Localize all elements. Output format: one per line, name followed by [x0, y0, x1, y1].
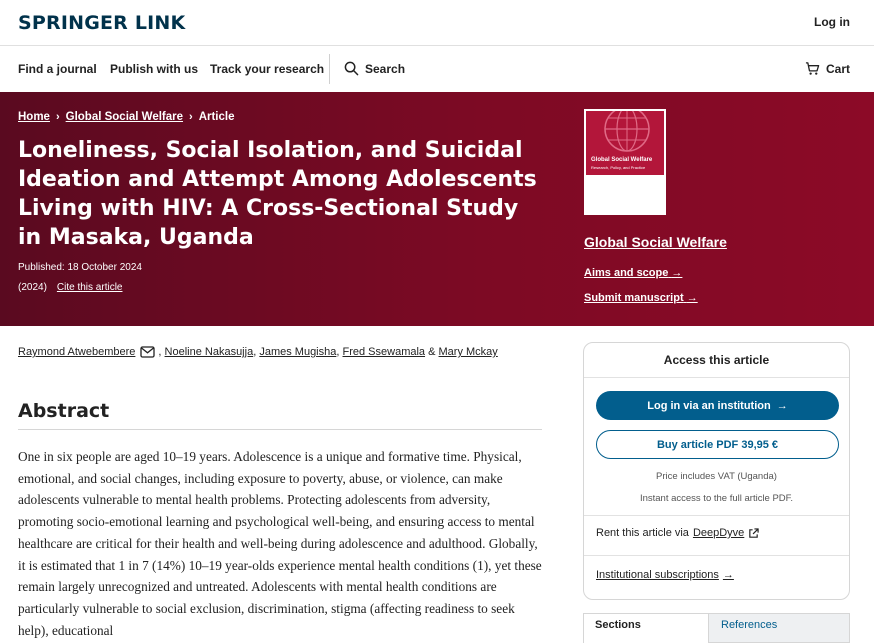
breadcrumb-journal[interactable]: Global Social Welfare [65, 111, 184, 123]
submit-label: Submit manuscript [584, 292, 684, 304]
nav-track-research[interactable]: Track your research [210, 62, 325, 76]
author-and: & [428, 346, 436, 358]
cover-band [586, 175, 664, 215]
aims-scope-link[interactable] [584, 267, 682, 279]
published-date: Published: 18 October 2024 [18, 262, 142, 273]
author-link[interactable]: Mary Mckay [438, 346, 498, 358]
aims-label: Aims and scope [584, 267, 669, 279]
buy-article-button[interactable]: Buy article PDF 39,95 € [596, 430, 839, 459]
article-title: Loneliness, Social Isolation, and Suicidal Ideation and Attempt Among Adolescents Living with HIV: A Cross-Sectional Study in Masaka, Uganda [18, 138, 537, 250]
author-separator: , [336, 346, 343, 358]
abstract-heading: Abstract [18, 400, 110, 422]
tab-references[interactable]: References [709, 613, 850, 643]
cover-subtitle: Research, Policy, and Practice [591, 165, 646, 170]
breadcrumb-current: Article [198, 111, 235, 123]
tab-sections[interactable]: Sections [583, 613, 709, 643]
journal-name-link[interactable]: Global Social Welfare [584, 234, 727, 250]
divider [584, 515, 849, 516]
top-bar [0, 0, 874, 46]
login-institution-button[interactable] [596, 391, 839, 420]
cart-button[interactable] [805, 61, 850, 76]
nav-divider [329, 54, 330, 84]
author-link[interactable]: Raymond Atwebembere [18, 346, 136, 358]
breadcrumb-home[interactable]: Home [18, 111, 50, 123]
chevron-right-icon: › [189, 111, 193, 123]
nav-publish[interactable]: Publish with us [110, 62, 199, 76]
divider [584, 377, 849, 378]
login-institution-label: Log in via an institution [647, 399, 771, 412]
arrow-right-icon: → [671, 267, 683, 279]
deepdyve-link[interactable]: DeepDyve [692, 527, 745, 539]
instant-access-note: Instant access to the full article PDF. [639, 493, 794, 504]
rent-row [596, 527, 759, 539]
access-title: Access this article [663, 353, 770, 367]
external-link-icon [748, 528, 759, 539]
author-list [18, 346, 498, 358]
journal-cover[interactable] [584, 109, 666, 215]
chevron-right-icon: › [55, 111, 60, 123]
search-button[interactable] [344, 61, 405, 76]
submit-manuscript-link[interactable] [584, 292, 698, 304]
vat-note: Price includes VAT (Uganda) [656, 471, 777, 482]
inst-subs-label: Institutional subscriptions [596, 569, 719, 581]
login-link[interactable]: Log in [814, 15, 850, 29]
arrow-right-icon: → [686, 292, 698, 304]
abstract-divider [18, 429, 542, 430]
author-link[interactable]: Fred Ssewamala [342, 346, 426, 358]
divider [584, 555, 849, 556]
abstract-text: One in six people are aged 10–19 years. Adolescence is a unique and formative time. Physical, emotional, and social changes, including exposure to poverty, abuse, or violence, can make adolescents vulnerable to mental health problems. Protecting adolescents from adversity, promoting socio-emotional learning and psychological well-being, and ensuring access to mental healthcare are critical for their health and well-being during adolescence and adulthood. Globally, it is estimated that 1 in 7 (14%) 10–19 year-olds experience mental health conditions (1), yet these remain largely unrecognized and untreated. Adolescents with mental health conditions are particularly vulnerable to social exclusion, discrimination, stigma (affecting readiness to seek help), educational [18, 449, 542, 638]
search-icon [344, 61, 359, 76]
springer-link-logo[interactable]: SPRINGER LINK [18, 12, 186, 34]
main-nav [0, 46, 874, 92]
cite-article-link[interactable]: Cite this article [56, 282, 123, 293]
sidebar-tabs [583, 613, 850, 643]
email-icon[interactable] [140, 346, 155, 358]
article-year: (2024) [18, 282, 47, 293]
breadcrumb [18, 111, 234, 123]
cite-row [18, 282, 122, 293]
author-link[interactable]: Noeline Nakasujja [164, 346, 254, 358]
search-label: Search [365, 61, 406, 76]
nav-find-journal[interactable]: Find a journal [18, 62, 97, 76]
author-separator: , [158, 346, 165, 358]
article-hero [0, 92, 874, 326]
rent-prefix: Rent this article via [596, 527, 689, 539]
arrow-right-icon: → [776, 399, 788, 412]
cart-icon [805, 61, 820, 76]
cover-title: Global Social Welfare [591, 157, 653, 163]
institutional-subscriptions-link[interactable] [596, 569, 734, 581]
arrow-right-icon: → [722, 569, 734, 581]
cart-label: Cart [825, 61, 850, 76]
author-link[interactable]: James Mugisha [259, 346, 337, 358]
access-article-panel [583, 342, 850, 600]
author-separator: , [253, 346, 260, 358]
